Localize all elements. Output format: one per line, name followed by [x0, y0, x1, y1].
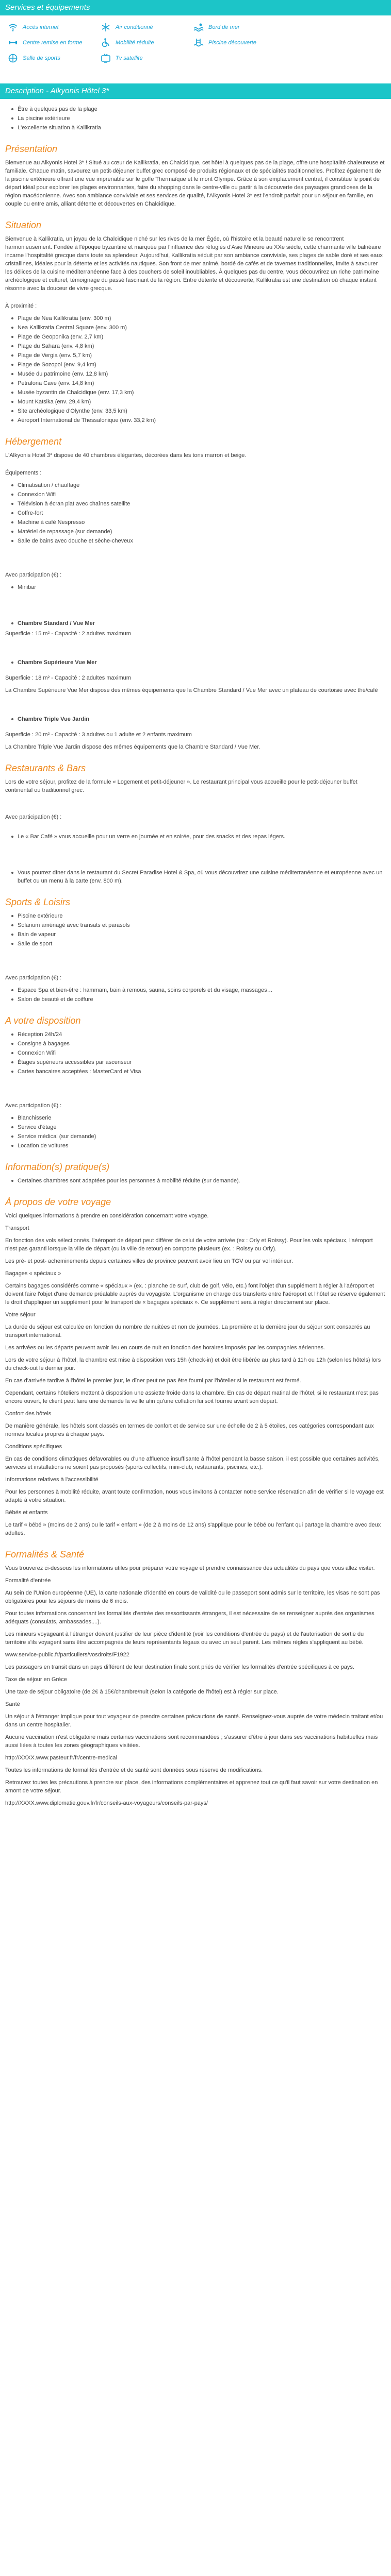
list-item: Télévision à écran plat avec chaînes satellite [18, 500, 386, 508]
room-detail: Superficie : 15 m² - Capacité : 2 adultes maximum [5, 631, 131, 637]
equipment-label: Équipements : [5, 470, 42, 476]
formalities-paragraph: Santé [5, 1701, 20, 1707]
lodging-intro: L'Alkyonis Hotel 3* dispose de 40 chambres élégantes, décorées dans les tons marron et beige. [5, 452, 247, 459]
list-item: Solarium aménagé avec transats et parasols [18, 921, 386, 929]
service-item-air-conditioning [100, 22, 193, 33]
service-item-accessibility [100, 37, 193, 48]
travel-paragraph: Conditions spécifiques [5, 1444, 62, 1450]
service-heading: A votre disposition [5, 1015, 81, 1026]
service-item-outdoor-pool [193, 37, 286, 48]
list-item: L'excellente situation à Kallikratia [18, 124, 386, 132]
presentation-heading: Présentation [5, 144, 58, 154]
list-item: Coffre-fort [18, 509, 386, 517]
service-label: Air conditionné [116, 24, 153, 30]
formalities-paragraph: Formalité d'entrée [5, 1578, 51, 1584]
travel-text [5, 1212, 386, 1537]
formalities-paragraph: Toutes les informations de formalités d'entrée et de santé sont données sous réserve de modifications. [5, 1767, 263, 1773]
travel-paragraph: Votre séjour [5, 1312, 36, 1318]
lodging-heading: Hébergement [5, 436, 62, 447]
formalities-paragraph: Un séjour à l'étranger implique pour tout voyageur de prendre certaines précautions de santé. Renseignez-vous auprès de votre médecin traitant et/ou dans un centre hospitalier. [5, 1714, 383, 1728]
main-content [0, 99, 391, 1807]
restaurants-extra-label: Avec participation (€) : [5, 814, 62, 820]
travel-paragraph: Voici quelques informations à prendre en considération concernant votre voyage. [5, 1213, 209, 1219]
proximity-label: À proximité : [5, 303, 37, 309]
service-label: Bord de mer [208, 24, 240, 30]
service-item-satellite-tv [100, 53, 193, 64]
service-label: Centre remise en forme [23, 40, 83, 46]
list-item: Service médical (sur demande) [18, 1132, 386, 1141]
travel-paragraph: La durée du séjour est calculée en fonction du nombre de nuitées et non de journées. La première et la dernière jour du séjour sont consacrés au transport international. [5, 1324, 370, 1338]
list-item: Petralona Cave (env. 14,8 km) [18, 379, 386, 387]
formalities-paragraph: Retrouvez toutes les précautions à prendre sur place, des informations complémentaires et apprenez tout ce qu'il faut savoir sur votre destination en amont de votre séjour. [5, 1780, 378, 1794]
list-item: Consigne à bagages [18, 1040, 386, 1048]
list-item: Salon de beauté et de coiffure [18, 995, 386, 1004]
presentation-text: Bienvenue au Alkyonis Hotel 3* ! Situé au cœur de Kallikratia, en Chalcidique, cet hôtel à quelques pas de la plage, offre une hospitalité chaleureuse et familiale. Chaque matin, savourez un petit-déjeuner buffet grec composé de produits régionaux et de spécialités traditionnelles. Profitez également de la piscine extérieure offrant une vue imprenable sur le golfe Thermaïque et le mont Olympe. Grâce à son emplacement central, il constitue le point de départ idéal pour explorer les plages environnantes, faire du shopping dans le centre-ville ou partir à la découverte des paysages grandioses de la région macédonienne. Avec son ambiance conviviale et ses services de qualité, l'Alkyonis Hotel 3* est l'endroit parfait pour un séjour en famille, en couple ou entre amis, alliant détente et découvertes en Chalcidique. [5, 160, 385, 207]
travel-paragraph: En cas d'arrivée tardive à l'hôtel le premier jour, le dîner peut ne pas être fourni par l'hôtelier si le restaurant est fermé. [5, 1378, 301, 1384]
formalities-paragraph: Aucune vaccination n'est obligatoire mais certaines vaccinations sont recommandées ; s'assurer d'être à jour dans ses vaccinations habituelles mais aussi liées à toutes les zones géographiques visitées. [5, 1734, 378, 1749]
list-item: Mount Katsika (env. 29,4 km) [18, 398, 386, 406]
list-item: Bain de vapeur [18, 930, 386, 939]
formalities-paragraph: Taxe de séjour en Grèce [5, 1676, 67, 1683]
sports-heading: Sports & Loisirs [5, 897, 71, 907]
room-name: Chambre Supérieure Vue Mer [18, 658, 386, 667]
satellite-icon [100, 53, 111, 64]
formalities-paragraph: Vous trouverez ci-dessous les informations utiles pour préparer votre voyage et prendre connaissance des actualités du pays que vous allez visiter. [5, 1565, 375, 1571]
list-item: Plage du Sahara (env. 4,8 km) [18, 342, 386, 350]
sports-extra-label: Avec participation (€) : [5, 975, 62, 981]
room-detail: La Chambre Supérieure Vue Mer dispose des mêmes équipements que la Chambre Standard / Vue Mer avec un plateau de courtoisie avec thé/café [5, 687, 378, 693]
highlights-list [5, 105, 386, 132]
service-label: Piscine découverte [208, 40, 256, 46]
list-item: Salle de sport [18, 940, 386, 948]
proximity-list [5, 314, 386, 425]
service-item-internet [7, 22, 100, 33]
travel-paragraph: Cependant, certains hôteliers mettent à disposition une assiette froide dans la chambre. En cas de départ matinal de l'hôtel, si le restaurant n'est pas encore ouvert, le client peut faire une demande la veille afin qu'une collation lui soit fournie avant son départ. [5, 1390, 379, 1404]
travel-heading: À propos de votre voyage [5, 1197, 111, 1207]
wheelchair-icon [100, 37, 111, 48]
list-item: Site archéologique d'Olynthe (env. 33,5 km) [18, 407, 386, 415]
description-title: Description - Alkyonis Hôtel 3* [5, 87, 109, 95]
travel-paragraph: Bébés et enfants [5, 1510, 48, 1516]
sea-icon [193, 22, 204, 33]
list-item: Musée du patrimoine (env. 12,8 km) [18, 370, 386, 378]
service-label: Tv satellite [116, 55, 143, 61]
travel-paragraph: De manière générale, les hôtels sont classés en termes de confort et de service sur une échelle de 2 à 5 étoiles, ces catégories correspondant aux normes locales propres à chaque pays. [5, 1423, 374, 1437]
formalities-text [5, 1564, 386, 1807]
restaurants-list-2 [5, 869, 386, 885]
formalities-paragraph: Au sein de l'Union européenne (UE), la carte nationale d'identité en cours de validité ou le passeport sont admis sur le territoire, les visas ne sont pas obligatoires pour les séjours de moins de 6 mois. [5, 1590, 380, 1604]
room-triple [5, 715, 386, 723]
description-title-bar [0, 83, 391, 99]
list-item: Minibar [18, 583, 386, 591]
sports-icon [7, 53, 19, 64]
service-extra-label: Avec participation (€) : [5, 1103, 62, 1109]
list-item: Musée byzantin de Chalcidique (env. 17,3 km) [18, 388, 386, 397]
list-item: Service d'étage [18, 1123, 386, 1131]
situation-text: Bienvenue à Kallikratia, un joyau de la Chalcidique niché sur les rives de la mer Égée, où l'histoire et la beauté naturelle se rencontrent harmonieusement. Fondée à l'époque byzantine et marquée par l'influence des réfugiés d'Asie Mineure au XXe siècle, cette charmante ville balnéaire incarne l'hospitalité grecque dans toute sa splendeur. Aujourd'hui, Kallikratia séduit par son ambiance conviviale, ses plages de sable doré et ses eaux cristallines, idéales pour la détente et les activités nautiques. Son front de mer animé, bordé de cafés et de tavernes traditionnelles, invite à savourer les délices de la cuisine méditerranéenne face à des couchers de soleil inoubliables. À quelques pas du centre, vous découvrirez un riche patrimoine archéologique et culturel, témoignage du passé fascinant de la région. Entre détente et découverte, Kallikratia est une destination où chaque instant résonne avec la douceur de vivre grecque. [5, 236, 383, 292]
lodging-extra-list [5, 583, 386, 591]
list-item: Matériel de repassage (sur demande) [18, 528, 386, 536]
services-title: Services et équipements [5, 3, 90, 12]
travel-paragraph: Informations relatives à l'accessibilité [5, 1477, 99, 1483]
list-item: Plage de Vergia (env. 5,7 km) [18, 351, 386, 360]
list-item: Être à quelques pas de la plage [18, 105, 386, 113]
formalities-paragraph: Pour toutes informations concernant les formalités d'entrée des ressortissants étrangers, il est nécessaire de se renseigner auprès des organismes adéquats (consulats, ambassades,...). [5, 1611, 374, 1625]
travel-paragraph: En cas de conditions climatiques défavorables ou d'une affluence insuffisante à l'hôtel pendant la basse saison, il est possible que certaines activités, services et installations ne soient pas proposés (sports collectifs, mini-club, restaurants, piscines, etc.). [5, 1456, 380, 1470]
formalities-link: http://XXXX.www.diplomatie.gouv.fr/fr/conseils-aux-voyageurs/conseils-par-pays/ [5, 1800, 208, 1806]
list-item: Piscine extérieure [18, 912, 386, 920]
list-item: Location de voitures [18, 1142, 386, 1150]
room-detail: La Chambre Triple Vue Jardin dispose des mêmes équipements que la Chambre Standard / Vue Mer. [5, 744, 260, 750]
travel-paragraph: Bagages « spéciaux » [5, 1270, 61, 1277]
lodging-extra-label: Avec participation (€) : [5, 572, 62, 578]
list-item: Nea Kallikratia Central Square (env. 300 m) [18, 324, 386, 332]
list-item: Plage de Nea Kallikratia (env. 300 m) [18, 314, 386, 323]
equipment-list [5, 481, 386, 545]
service-label: Salle de sports [23, 55, 60, 61]
formalities-heading: Formalités & Santé [5, 1549, 85, 1560]
service-item-seafront [193, 22, 286, 33]
info-list [5, 1177, 386, 1185]
snowflake-icon [100, 22, 111, 33]
formalities-link: www.service-public.fr/particuliers/vosdroits/F1922 [5, 1652, 129, 1658]
restaurants-intro: Lors de votre séjour, profitez de la formule « Logement et petit-déjeuner ». Le restaurant principal vous accueille pour le petit-déjeuner buffet continental ou traditionnel grec. [5, 779, 357, 793]
room-standard [5, 619, 386, 628]
formalities-link: http://XXXX.www.pasteur.fr/fr/centre-medical [5, 1755, 118, 1761]
travel-paragraph: Lors de votre séjour à l'hôtel, la chambre est mise à disposition vers 15h (check-in) et doit être libérée au plus tard à 11h ou 12h (selon les hôtels) lors du check-out le dernier jour. [5, 1357, 381, 1371]
list-item: Plage de Sozopol (env. 9,4 km) [18, 361, 386, 369]
travel-paragraph: Les pré- et post- acheminements depuis certaines villes de province peuvent avoir lieu en TGV ou par vol intérieur. [5, 1258, 294, 1264]
travel-paragraph: Certains bagages considérés comme « spéciaux » (ex. : planche de surf, club de golf, vélo, etc.) font l'objet d'un supplément à régler à l'aéroport et doivent faire l'objet d'une demande préalable auprès du voyagiste. L'organisme en charge des transferts entre l'aéroport et l'hôtel se réserve également le droit d'appliquer un supplément pour le transport de « bagages spéciaux ». Ce supplément sera à régler directement sur place. [5, 1283, 385, 1306]
room-detail: Superficie : 20 m² - Capacité : 3 adultes ou 1 adulte et 2 enfants maximum [5, 732, 192, 738]
restaurants-list [5, 833, 386, 841]
room-name: Chambre Standard / Vue Mer [18, 619, 386, 628]
room-superior [5, 658, 386, 667]
room-detail: Superficie : 18 m² - Capacité : 2 adultes maximum [5, 675, 131, 681]
list-item: Machine à café Nespresso [18, 518, 386, 527]
travel-paragraph: Transport [5, 1225, 29, 1231]
travel-paragraph: Pour les personnes à mobilité réduite, avant toute confirmation, nous vous invitons à contacter notre service réservation afin de vérifier si le voyage est adapté à votre situation. [5, 1489, 384, 1503]
service-list [5, 1030, 386, 1076]
info-heading: Information(s) pratique(s) [5, 1162, 110, 1172]
list-item: Plage de Geoponika (env. 2,7 km) [18, 333, 386, 341]
list-item: Le « Bar Café » vous accueille pour un verre en journée et en soirée, pour des snacks et des repas légers. [18, 833, 386, 841]
services-grid [0, 15, 391, 71]
travel-paragraph: Confort des hôtels [5, 1411, 52, 1417]
service-label: Accès internet [23, 24, 59, 30]
restaurants-heading: Restaurants & Bars [5, 763, 86, 773]
list-item: Cartes bancaires acceptées : MasterCard et Visa [18, 1067, 386, 1076]
formalities-paragraph: Les passagers en transit dans un pays différent de leur destination finale sont priés de vérifier les formalités d'entrée spécifiques à ce pays. [5, 1664, 354, 1670]
list-item: Certaines chambres sont adaptées pour les personnes à mobilité réduite (sur demande). [18, 1177, 386, 1185]
sports-extra-list [5, 986, 386, 1004]
service-item-fitness [7, 37, 100, 48]
list-item: Connexion Wifi [18, 1049, 386, 1057]
pool-icon [193, 37, 204, 48]
travel-paragraph: Les arrivées ou les départs peuvent avoir lieu en cours de nuit en fonction des horaires imposés par les compagnies aériennes. [5, 1345, 325, 1351]
service-item-sports-hall [7, 53, 100, 64]
service-label: Mobilité réduite [116, 40, 154, 46]
sports-list [5, 912, 386, 948]
travel-paragraph: Le tarif « bébé » (moins de 2 ans) ou le tarif « enfant » (de 2 à moins de 12 ans) s'applique pour le bébé ou l'enfant qui partage la chambre avec deux adultes. [5, 1522, 381, 1536]
list-item: Étages supérieurs accessibles par ascenseur [18, 1058, 386, 1066]
list-item: Aéroport International de Thessalonique (env. 33,2 km) [18, 416, 386, 425]
list-item: Vous pourrez dîner dans le restaurant du Secret Paradise Hotel & Spa, où vous découvrirez une cuisine méditerranéenne et européenne avec un buffet ou un menu à la carte (env. 800 m). [18, 869, 386, 885]
wifi-icon [7, 22, 19, 33]
list-item: Connexion Wifi [18, 490, 386, 499]
list-item: Climatisation / chauffage [18, 481, 386, 489]
formalities-paragraph: Une taxe de séjour obligatoire (de 2€ à 15€/chambre/nuit (selon la catégorie de l'hôtel) est à régler sur place. [5, 1689, 279, 1695]
formalities-paragraph: Les mineurs voyageant à l'étranger doivent justifier de leur pièce d'identité (voir les conditions d'entrée du pays) et de l'autorisation de sortie du territoire s'ils voyagent sans être accompagnés de leurs représentants légaux ou avec un seul parent. Les mêmes règles s'appliquent au bébé. [5, 1631, 364, 1646]
list-item: Espace Spa et bien-être : hammam, bain à remous, sauna, soins corporels et du visage, massages… [18, 986, 386, 994]
dumbbell-icon [7, 37, 19, 48]
list-item: Blanchisserie [18, 1114, 386, 1122]
list-item: Salle de bains avec douche et sèche-cheveux [18, 537, 386, 545]
list-item: Réception 24h/24 [18, 1030, 386, 1039]
room-name: Chambre Triple Vue Jardin [18, 715, 386, 723]
services-title-bar [0, 0, 391, 15]
situation-heading: Situation [5, 220, 42, 230]
travel-paragraph: En fonction des vols sélectionnés, l'aéroport de départ peut différer de celui de votre arrivée (ex : Orly et Roissy). Pour les vols spéciaux, l'aéroport n'est pas garanti lorsque la ville de départ (ou la ville de retour) en comporte plusieurs (ex. : Roissy ou Orly). [5, 1238, 373, 1252]
service-extra-list [5, 1114, 386, 1150]
list-item: La piscine extérieure [18, 114, 386, 123]
